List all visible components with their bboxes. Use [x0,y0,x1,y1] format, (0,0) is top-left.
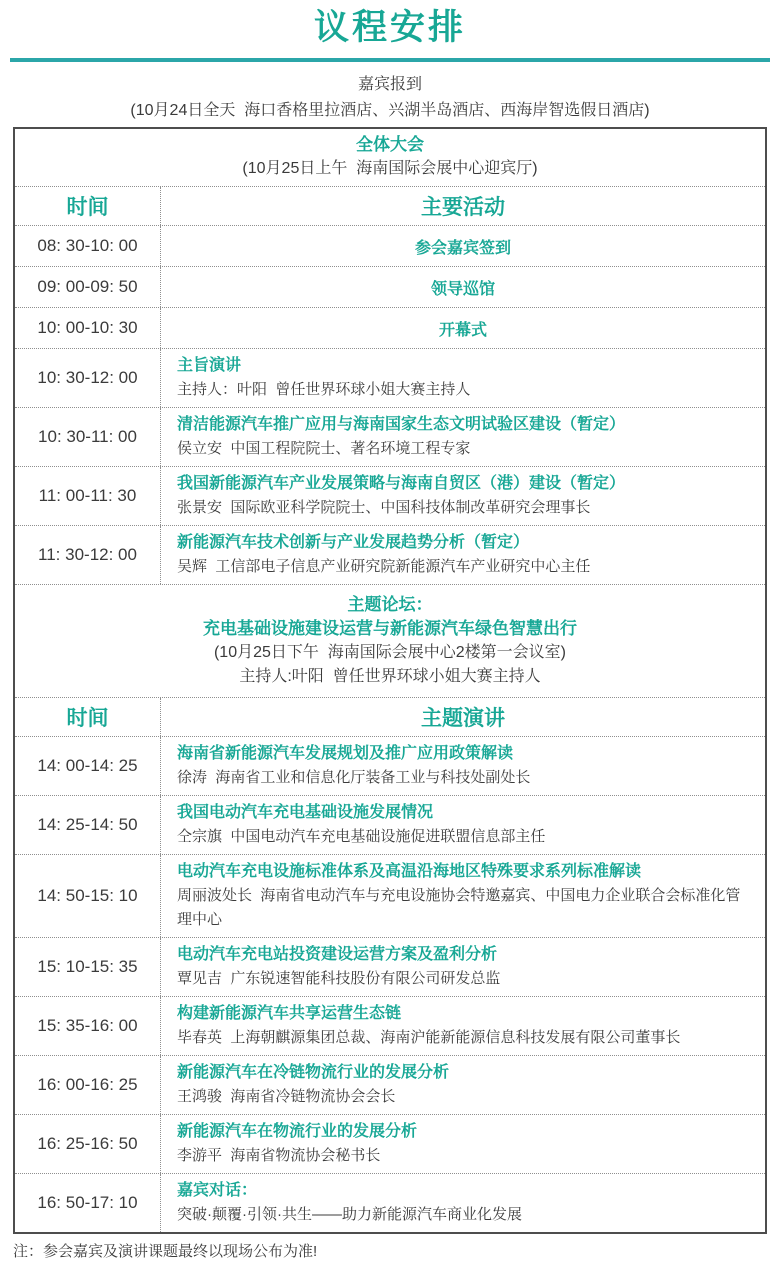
talk-speaker: 李游平 海南省物流协会秘书长 [177,1147,381,1164]
talk-speaker: 突破·颠覆·引领·共生——助力新能源汽车商业化发展 [177,1206,522,1223]
talk-title: 嘉宾对话： [177,1182,258,1199]
time-cell: 14: 50-15: 10 [15,855,161,937]
time-cell: 14: 00-14: 25 [15,737,161,795]
talk-title: 新能源汽车技术创新与产业发展趋势分析（暂定） [177,534,530,551]
talk-speaker: 张景安 国际欧亚科学院院士、中国科技体制改革研究会理事长 [177,499,591,516]
talk-title: 新能源汽车在冷链物流行业的发展分析 [177,1064,450,1081]
registration-title: 嘉宾报到 [357,76,422,93]
time-cell: 16: 50-17: 10 [15,1174,161,1232]
time-column-header: 时间 [15,187,161,225]
title-divider [10,58,770,62]
activity-cell [161,408,765,466]
agenda-row [15,1114,765,1173]
talk-speaker: 周丽波处长 海南省电动汽车与充电设施协会特邀嘉宾、中国电力企业联合会标准化管理中心 [177,887,741,928]
time-cell: 15: 35-16: 00 [15,997,161,1055]
time-cell: 10: 00-10: 30 [15,308,161,348]
forum-section-header [15,584,765,697]
talk-speaker: 王鸿骏 海南省冷链物流协会会长 [177,1088,396,1105]
talk-speaker: 覃见吉 广东锐速智能科技股份有限公司研发总监 [177,970,501,987]
activity-cell [161,938,765,996]
time-column-header: 时间 [15,698,161,736]
talk-speaker: 主持人：叶阳 曾任世界环球小姐大赛主持人 [177,381,471,398]
agenda-row [15,307,765,348]
agenda-row [15,795,765,854]
activity-cell [161,997,765,1055]
page-title: 议程安排 [313,8,466,47]
time-cell: 15: 10-15: 35 [15,938,161,996]
activity-cell [161,1056,765,1114]
plenary-session-header [15,129,765,186]
forum-venue: (10月25日下午 海南国际会展中心2楼第一会议室) [213,644,567,661]
talk-title: 主旨演讲 [177,357,242,374]
agenda-row [15,937,765,996]
talk-speaker: 徐涛 海南省工业和信息化厅装备工业与科技处副处长 [177,769,531,786]
forum-host: 主持人:叶阳 曾任世界环球小姐大赛主持人 [239,668,541,685]
activity-cell: 参会嘉宾签到 [414,239,511,257]
agenda-row [15,225,765,266]
activity-cell: 开幕式 [438,321,487,339]
plenary-column-header-row [15,186,765,225]
activity-cell [161,796,765,854]
forum-column-header-row [15,697,765,736]
talk-title: 我国电动汽车充电基础设施发展情况 [177,804,434,821]
agenda-row [15,736,765,795]
activity-cell [161,467,765,525]
activity-cell [161,349,765,407]
talk-title: 电动汽车充电设施标准体系及高温沿海地区特殊要求系列标准解读 [177,863,642,880]
agenda-row [15,348,765,407]
forum-label: 主题论坛： [347,595,433,614]
registration-venue: (10月24日全天 海口香格里拉酒店、兴湖半岛酒店、西海岸智选假日酒店) [130,102,650,119]
activity-column-header: 主题演讲 [421,707,505,730]
footer-note: 注：参会嘉宾及演讲课题最终以现场公布为准! [13,1243,318,1260]
activity-cell [161,1174,765,1232]
agenda-row [15,266,765,307]
talk-title: 新能源汽车在物流行业的发展分析 [177,1123,418,1140]
activity-column-header: 主要活动 [421,196,505,219]
talk-speaker: 吴辉 工信部电子信息产业研究院新能源汽车产业研究中心主任 [177,558,591,575]
talk-title: 构建新能源汽车共享运营生态链 [177,1005,402,1022]
talk-title: 清洁能源汽车推广应用与海南国家生态文明试验区建设（暂定） [177,416,626,433]
time-cell: 10: 30-11: 00 [15,408,161,466]
talk-speaker: 毕春英 上海朝麒源集团总裁、海南沪能新能源信息科技发展有限公司董事长 [177,1029,681,1046]
agenda-row [15,407,765,466]
time-cell: 10: 30-12: 00 [15,349,161,407]
agenda-row [15,996,765,1055]
time-cell: 09: 00-09: 50 [15,267,161,307]
time-cell: 11: 00-11: 30 [15,467,161,525]
time-cell: 16: 25-16: 50 [15,1115,161,1173]
activity-cell [161,737,765,795]
agenda-row [15,1055,765,1114]
agenda-row [15,854,765,937]
talk-title: 我国新能源汽车产业发展策略与海南自贸区（港）建设（暂定） [177,475,626,492]
activity-cell [161,526,765,584]
session-venue: (10月25日上午 海南国际会展中心迎宾厅) [242,160,538,177]
agenda-table [13,127,767,1234]
forum-title: 充电基础设施建设运营与新能源汽车绿色智慧出行 [203,619,577,638]
time-cell: 08: 30-10: 00 [15,226,161,266]
agenda-row [15,466,765,525]
activity-cell: 领导巡馆 [430,280,495,298]
time-cell: 16: 00-16: 25 [15,1056,161,1114]
talk-speaker: 侯立安 中国工程院院士、著名环境工程专家 [177,440,471,457]
time-cell: 14: 25-14: 50 [15,796,161,854]
talk-speaker: 仝宗旗 中国电动汽车充电基础设施促进联盟信息部主任 [177,828,546,845]
session-title: 全体大会 [356,135,424,154]
talk-title: 电动汽车充电站投资建设运营方案及盈利分析 [177,946,498,963]
time-cell: 11: 30-12: 00 [15,526,161,584]
talk-title: 海南省新能源汽车发展规划及推广应用政策解读 [177,745,514,762]
activity-cell [161,855,765,937]
agenda-row [15,525,765,584]
agenda-row [15,1173,765,1232]
activity-cell [161,1115,765,1173]
